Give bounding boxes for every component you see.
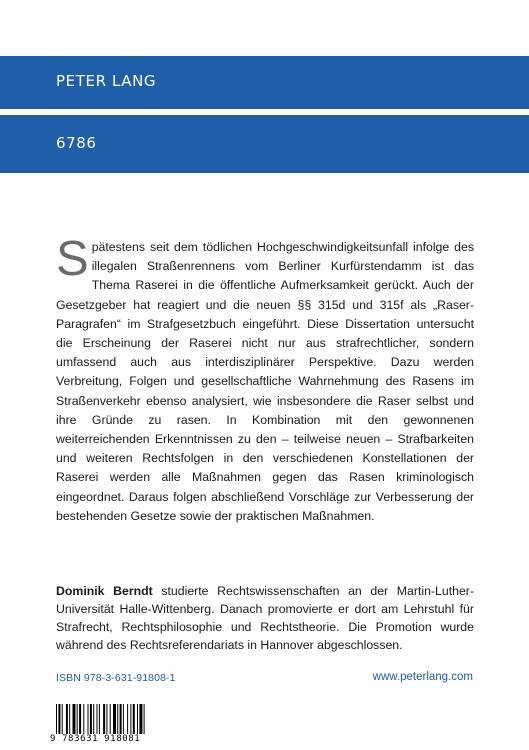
publisher-band	[0, 56, 529, 109]
series-band	[0, 115, 529, 173]
author-name: Dominik Berndt	[56, 584, 153, 598]
publisher-website-link[interactable]: www.peterlang.com	[372, 671, 473, 683]
drop-cap: S	[56, 232, 89, 286]
book-blurb	[56, 232, 474, 526]
barcode	[50, 700, 154, 750]
blurb-text: pätestens seit dem tödlichen Hochgeschwindigkeitsunfall infolge des illegalen Straßenrennens vom Berliner Kurfürstendamm ist das Thema Raserei in die öffentliche Aufmerksamkeit gerückt. Auch der Gesetzgeber hat reagiert und die neuen §§ 315d und 315f als „Raser-Paragrafen“ im Strafgesetzbuch eingeführt. Diese Dissertation untersucht die Erscheinung der Raserei nicht nur aus strafrechtlicher, sondern umfassend auch aus interdisziplinärer Perspektive. Dazu werden Verbreitung, Folgen und gesellschaftliche Wahrnehmung des Rasens im Straßenverkehr ebenso analysiert, wie insbesondere die Raser selbst und ihre Gründe zu rasen. In Kombination mit den gewonnenen weiterreichenden Erkenntnissen zu den – teilweise neuen – Strafbarkeiten und weiteren Rechtsfolgen in den verschiedenen Konstellationen der Raserei werden alle Maßnahmen gegen das Rasen kriminologisch eingeordnet. Daraus folgen abschließend Vorschläge zur Verbesserung der bestehenden Gesetze sowie der praktischen Maßnahmen.	[56, 240, 474, 523]
isbn-label: ISBN 978-3-631-91808-1	[56, 672, 176, 684]
series-number: 6786	[56, 134, 97, 152]
barcode-bars-icon	[56, 704, 152, 734]
author-bio-text: studierte Rechtswissenschaften an der Martin-Luther-Universität Halle-Wittenberg. Danach promovierte er dort am Lehrstuhl für Strafrecht, Rechtsphilosophie und Rechtstheorie. Die Promotion wurde während des Rechtsreferendariats in Hannover abgeschlossen.	[56, 584, 474, 652]
publisher-name: PETER LANG	[56, 72, 157, 90]
author-bio	[56, 582, 474, 654]
barcode-digits: 9 783631 918081	[50, 734, 141, 744]
